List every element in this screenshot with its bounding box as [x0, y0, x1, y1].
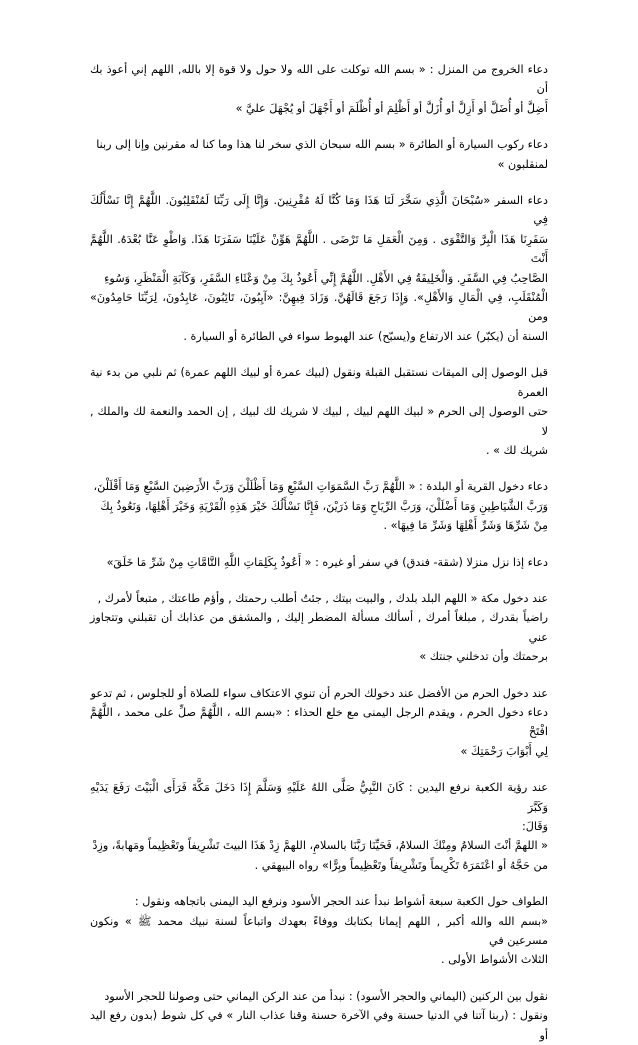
- text-line: برحمتك وأن تدخلني جنتك »: [419, 650, 548, 664]
- text-line: دعاء السفر «سُبْحَانَ الَّذِي سَخَّرَ لَنَا هَذَا وَمَا كُنَّا لَهُ مُقْرِنِينَ. وَإِنَّا إِلَى رَبِّنَا لَمُنْقَلِبُونَ. اللَّهُمَّ إِنَّا نَسْأَلُكَ فِي: [90, 194, 548, 227]
- text-line: الطواف حول الكعبة سبعة أشواط نبدأ عند الحجر الأسود ونرفع اليد اليمنى باتجاهه ونقول :: [134, 895, 548, 909]
- text-line: لِي أَبْوَابَ رَحْمَتِكَ »: [460, 744, 548, 758]
- text-line: وَقَالَ:: [521, 820, 548, 833]
- text-line: شريك لك » .: [486, 443, 548, 457]
- paragraph-stopover: [90, 553, 548, 572]
- paragraph-travel: [90, 191, 548, 346]
- text-line: أَضِلَّ أو أُضَلَّ أو أَزِلَّ أو أُزَلَّ أو أَظْلِمَ أو أُظْلَمَ أو أَجْهَلَ أو يُجْهَلَ عليَّ »: [235, 101, 548, 115]
- text-line: «بسم الله والله أكبر , اللهم إيمانا بكتابك ووفاءً بعهدك واتباعاً لسنة نبيك محمد ﷺ » ونكون مسرعين في: [90, 914, 548, 948]
- document-body: [90, 60, 548, 1045]
- paragraph-kaaba: [90, 778, 548, 875]
- paragraph-makkah: [90, 589, 548, 667]
- text-line: مِنْ شَرِّهَا وَشَرِّ أَهْلِهَا وَشَرِّ مَا فِيهَا» .: [383, 519, 548, 533]
- paragraph-riding-car: [90, 135, 548, 174]
- text-line: عند دخول الحرم من الأفضل عند دخولك الحرم أن تنوي الاعتكاف سواء للصلاة أو للجلوس ، ثم تدعو: [90, 686, 548, 700]
- paragraph-corners: [90, 987, 548, 1045]
- text-line: دعاء دخول القرية أو البلدة : « اللَّهُمَّ رَبَّ السَّمَوَاتِ السَّبْعِ وَمَا أَظْلَلْنَ وَرَبَّ الأَرَضِينَ السَّبْعِ وَمَا أَقْلَلْنَ،: [93, 480, 548, 494]
- text-line: راضياً بقدرك , مبلغاً أمرك , أسألك مسألة المضطر إليك , والمشفق من عذابك أن تقبلني وتتجاوز عني: [90, 611, 548, 644]
- text-line: دعاء الخروج من المنزل : « بسم الله توكلت على الله ولا حول ولا قوة إلا بالله, اللهم إني أعوذ بك أن: [90, 63, 548, 96]
- text-line: السنة أن (يكبّر) عند الارتفاع و(يسبّح) عند الهبوط سواء في الطائرة أو السيارة .: [183, 329, 548, 343]
- text-line: سَفَرِنَا هَذَا الْبِرَّ وَالتَّقْوَى . وَمِنَ الْعَمَلِ مَا تَرْضَى . اللَّهُمَّ هَوِّنْ عَلَيْنَا سَفَرَنَا هَذَا. وَاطْوِ عَنَّا بُعْدَهُ. اللَّهُمَّ أَنْتَ: [90, 232, 548, 266]
- text-line: دعاء ركوب السيارة أو الطائرة « بسم الله سبحان الذي سخر لنا هذا وما كنا له مقرنين وإنا إلى ربنا: [96, 138, 548, 152]
- text-line: الصَّاحِبُ فِي السَّفَرِ. وَالْخَلِيفَةُ فِي الأَهْلِ. اللَّهُمَّ إِنِّي أَعُوذُ بِكَ مِنْ وَعْثَاءِ السَّفَرِ، وَكَآبَةِ الْمَنْظَرِ، وَسُوءِ: [104, 271, 548, 285]
- paragraph-exit-home: [90, 60, 548, 118]
- text-line: وَرَبَّ الشَّيَاطِينِ وَمَا أَضْلَلْنَ، وَرَبَّ الرِّيَاحِ وَمَا ذَرَيْنَ، فَإِنَّا نَسْأَلُكَ خَيْرَ هَذِهِ الْقَرْيَةِ وَخَيْرَ أَهْلِهَا، وَنَعُوذُ بِكَ: [100, 499, 548, 513]
- text-line: ونقول : (ربنا آتنا في الدنيا حسنة وفي الآخرة حسنة وقنا عذاب النار » في كل شوط (بدون رفع اليد أو: [90, 1009, 548, 1042]
- text-line: دعاء دخول الحرم ، ويقدم الرجل اليمنى مع خلع الحذاء : «بسم الله ، اللَّهُمَّ صلِّ على محمد ، اللَّهُمَّ افْتَحْ: [90, 705, 548, 739]
- text-line: دعاء إذا نزل منزلا (شقة- فندق) في سفر أو غيره : « أَعُوذُ بِكَلِمَاتِ اللَّهِ التَّامَّاتِ مِنْ شَرِّ مَا خَلَقَ»: [106, 555, 548, 569]
- text-line: من حَجَّهُ أو اعْتَمَرَهُ تَكْرِيماً وتَشْرِيفاً وتَعْظِيماً وبِرًّا» رواه البيهقي .: [254, 858, 548, 872]
- paragraph-tawaf: [90, 892, 548, 970]
- text-line: الثلاث الأشواط الأولى .: [440, 953, 548, 967]
- text-line: لمنقلبون »: [497, 157, 548, 171]
- text-line: نقول بين الركنين (اليماني والحجر الأسود) : نبدأ من عند الركن اليماني حتى وصولنا للحجر الأسود: [104, 989, 548, 1003]
- paragraph-village: [90, 477, 548, 535]
- paragraph-haram: [90, 684, 548, 762]
- text-line: قبل الوصول إلى الميقات نستقبل القبلة ونقول (لبيك عمرة أو لبيك اللهم عمرة) ثم نلبي من بدء نية العمرة: [90, 366, 548, 399]
- text-line: حتى الوصول إلى الحرم « لبيك اللهم لبيك , لبيك لا شريك لك لبيك , إن الحمد والنعمة لك والملك , لا: [90, 405, 548, 438]
- text-line: عند دخول مكة « اللهم البلد بلدك , والبيت بيتك , جئتُ أطلب رحمتك , وأؤم طاعتك , متبعاً لأمرك ,: [97, 591, 548, 605]
- text-line: عند رؤية الكعبة نرفع اليدين : كَانَ النَّبِيُّ صَلَّى اللهُ عَلَيْهِ وَسَلَّمَ إِذَا دَخَلَ مَكَّةَ فَرَأَى الْبَيْتَ رَفَعَ يَدَيْهِ وَكَبَّرَ: [90, 781, 548, 814]
- paragraph-miqat: [90, 363, 548, 460]
- text-line: الْمُنْقَلَبِ، فِي الْمَالِ وَالأَهْلِ». وَإِذَا رَجَعَ قَالَهُنَّ. وَزَادَ فِيهِنَّ: «آيِبُونَ، تَائِبُونَ، عَابِدُونَ، لِرَبِّنَا حَامِدُونَ» ومن: [90, 291, 548, 324]
- text-line: « اللهمَّ أنْتَ السلامُ ومِنْكَ السلامُ، فَحَيِّنَا رَبَّنَا بالسلامِ، اللهمَّ زِدْ هَذَا البيتَ تَشْرِيفاً وتَعْظِيماً ومَهابةً، وزِدْ: [92, 839, 548, 853]
